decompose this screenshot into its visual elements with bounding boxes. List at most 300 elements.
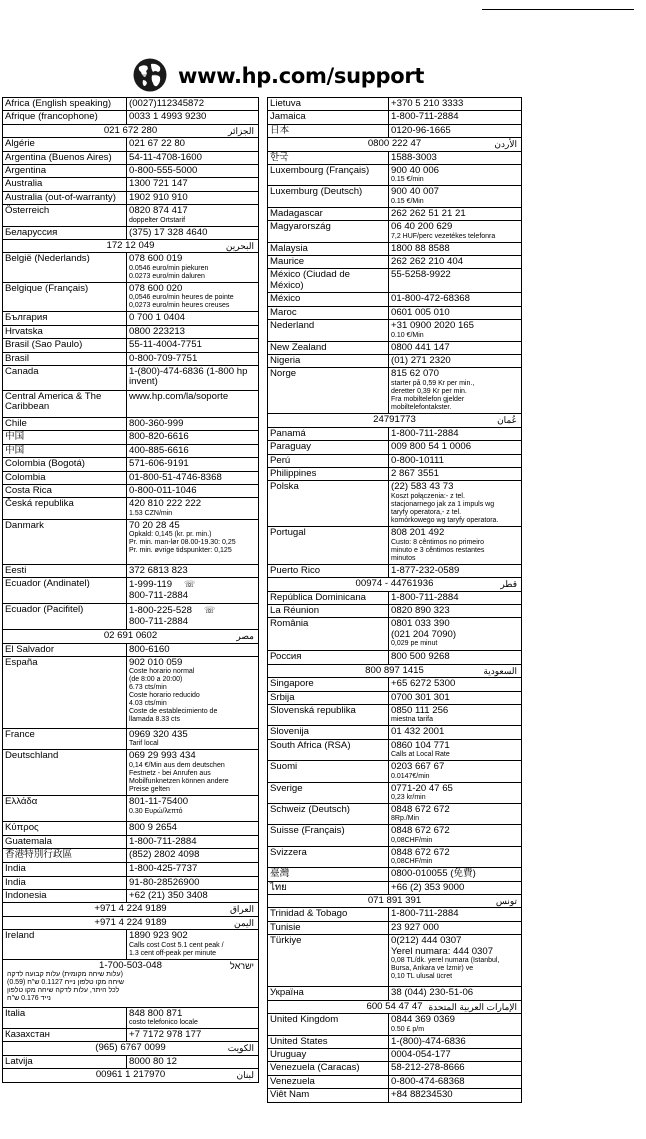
country-cell	[268, 761, 389, 782]
country-cell	[268, 846, 389, 867]
table-row	[268, 124, 522, 137]
rate-note: Koszt połączenia:- z tel. stacjonarnego jak za 1 impuls wg taryfy operatora,- z tel. komórkowego wg taryfy operatora.	[391, 492, 499, 524]
regional-number-cell	[3, 240, 259, 253]
table-row	[3, 205, 259, 226]
country-name: Magyarország	[270, 221, 331, 233]
number-cell	[127, 498, 259, 519]
country-name: الأردن	[494, 139, 517, 150]
table-row	[268, 678, 522, 691]
number-cell	[389, 151, 522, 164]
country-name: Polska	[270, 481, 299, 493]
country-name: India	[5, 876, 26, 888]
country-name: Australia	[5, 178, 43, 190]
phone-number: 0848 672 672	[391, 825, 450, 837]
country-name: Lietuva	[270, 98, 301, 109]
phone-number: 800 897 1415	[365, 664, 424, 676]
number-cell	[127, 312, 259, 325]
number-cell	[389, 1048, 522, 1061]
rate-note: Opkald: 0,145 (kr. pr. min.) Pr. min. man-lør 08.00-19.30: 0,25 Pr. min. øvrige tidspunkter: 0,125	[129, 531, 236, 555]
country-cell	[268, 293, 389, 306]
country-cell	[268, 739, 389, 760]
country-name: Central America & The Caribbean	[5, 390, 102, 413]
number-cell	[389, 825, 522, 846]
phone-number: 23 927 000	[391, 921, 440, 933]
country-name: Ελλάδα	[5, 796, 38, 808]
number-cell	[389, 186, 522, 207]
country-cell	[268, 651, 389, 664]
phone-number: 54-11-4708-1600	[129, 151, 202, 163]
country-name: Chile	[5, 417, 27, 429]
table-row	[3, 151, 259, 164]
country-name: Uruguay	[270, 1048, 307, 1060]
phone-number: 0120-96-1665	[391, 124, 451, 136]
table-row	[268, 1035, 522, 1048]
table-row	[3, 849, 259, 863]
country-name: الجزائر	[228, 125, 254, 136]
table-row	[268, 782, 522, 803]
country-cell	[268, 908, 389, 921]
country-cell	[268, 165, 389, 186]
country-cell	[268, 678, 389, 691]
country-cell	[268, 618, 389, 651]
phone-number: 815 62 070	[391, 368, 440, 380]
country-name: México	[270, 293, 301, 305]
table-row	[3, 822, 259, 835]
country-name: Türkiye	[270, 935, 302, 947]
country-name: Eesti	[5, 564, 27, 576]
country-cell	[3, 390, 127, 417]
phone-number: 1-800-225-528 ☏	[129, 605, 216, 617]
regional-number-cell	[3, 1069, 259, 1082]
table-row	[268, 1062, 522, 1075]
rate-note: 1.53 CZN/min	[129, 509, 173, 517]
phone-number: +62 (21) 350 3408	[129, 890, 208, 901]
country-name: Luxembourg (Français)	[270, 165, 370, 177]
table-row	[268, 306, 522, 319]
phone-number: 1-800-711-2884	[391, 427, 459, 439]
table-row	[268, 651, 522, 664]
phone-number: 38 (044) 230-51-06	[391, 987, 474, 999]
table-row	[3, 656, 259, 728]
country-cell	[3, 656, 127, 728]
number-cell	[127, 339, 259, 352]
rate-note: 0,0546 euro/min heures de pointe 0,0273 euro/min heures creuses	[129, 294, 234, 310]
country-name: الإمارات العربية المتحدة	[428, 1001, 517, 1012]
phone-number: 0601 005 010	[391, 306, 450, 318]
country-cell	[268, 467, 389, 480]
phone-number: 1-800-711-2884	[391, 591, 459, 603]
phone-number: 06 40 200 629	[391, 221, 453, 233]
number-cell	[127, 796, 259, 822]
phone-number: +370 5 210 3333	[391, 98, 464, 109]
phone-number: 00961 1 217970	[95, 1069, 166, 1081]
country-cell	[268, 98, 389, 111]
country-cell	[3, 471, 127, 484]
table-row	[3, 471, 259, 484]
table-row	[3, 444, 259, 457]
country-cell	[268, 1035, 389, 1048]
number-cell	[127, 226, 259, 239]
country-cell	[3, 564, 127, 577]
table-row	[268, 908, 522, 921]
country-name: България	[5, 312, 48, 324]
phone-number: 0-800-555-5000	[129, 165, 198, 177]
country-name: Argentina (Buenos Aires)	[5, 151, 112, 163]
country-cell	[268, 256, 389, 269]
number-cell	[389, 564, 522, 577]
phone-number: 571-606-9191	[129, 458, 189, 470]
country-name: Hrvatska	[5, 325, 43, 337]
support-table-left	[2, 97, 259, 1083]
number-cell	[127, 849, 259, 863]
support-url[interactable]: www.hp.com/support	[178, 64, 425, 88]
table-row	[268, 618, 522, 651]
country-name: Brasil (Sao Paulo)	[5, 339, 83, 351]
country-cell	[3, 835, 127, 848]
table-row	[268, 527, 522, 564]
country-cell	[268, 1014, 389, 1035]
country-cell	[268, 306, 389, 319]
country-name: France	[5, 728, 35, 740]
phone-number: 0-800-011-1046	[129, 484, 197, 496]
table-row	[268, 564, 522, 577]
country-cell	[268, 881, 389, 894]
table-row	[268, 151, 522, 164]
table-row	[3, 312, 259, 325]
regional-number-cell	[3, 630, 259, 643]
phone-number: 071 891 391	[367, 895, 422, 907]
country-name: La Réunion	[270, 604, 320, 616]
country-name: 臺灣	[270, 868, 290, 880]
table-row	[268, 269, 522, 293]
regional-number-cell	[3, 1042, 259, 1055]
country-cell	[3, 849, 127, 863]
number-cell	[127, 890, 259, 903]
country-name: السعودية	[483, 665, 517, 676]
phone-number: 600 54 47 47	[366, 1000, 423, 1012]
country-cell	[3, 863, 127, 876]
country-cell	[3, 339, 127, 352]
phone-number: (965) 6767 0099	[95, 1042, 166, 1054]
country-cell	[3, 822, 127, 835]
country-name: Malaysia	[270, 242, 308, 254]
country-name: México (Ciudad de México)	[270, 269, 350, 291]
phone-number: 0(212) 444 0307	[391, 935, 462, 947]
table-row	[3, 728, 259, 749]
phone-number: 8000 80 12	[129, 1055, 178, 1067]
rate-note: 0.0546 euro/min piekuren 0.0273 euro/min daluren	[129, 264, 209, 280]
country-cell	[3, 138, 127, 151]
country-cell	[3, 417, 127, 430]
phone-number: 808 201 492	[391, 527, 445, 539]
country-cell	[3, 191, 127, 204]
number-cell	[389, 868, 522, 881]
top-rule	[482, 9, 634, 10]
table-row	[268, 354, 522, 367]
table-row	[3, 431, 259, 444]
country-name: Česká republika	[5, 498, 74, 510]
country-name: Suomi	[270, 761, 298, 773]
country-cell	[3, 365, 127, 390]
country-cell	[3, 728, 127, 749]
phone-number: 400-885-6616	[129, 444, 189, 456]
table-row	[3, 98, 259, 111]
phone-number: 0-800-10111	[391, 454, 444, 466]
phone-number: 1300 721 147	[129, 178, 188, 190]
country-name: ไทย	[270, 881, 287, 893]
number-cell	[127, 604, 259, 630]
country-cell	[268, 320, 389, 341]
rate-note: costo telefonico locale	[129, 1019, 198, 1027]
number-cell	[127, 98, 259, 111]
number-cell	[389, 293, 522, 306]
number-cell	[127, 863, 259, 876]
rate-note: 8Rp./Min	[391, 815, 420, 823]
number-cell	[389, 221, 522, 242]
country-name: Guatemala	[5, 835, 52, 847]
table-row	[268, 256, 522, 269]
number-cell	[127, 835, 259, 848]
country-name: Singapore	[270, 678, 314, 690]
number-cell	[127, 325, 259, 338]
country-name: Jamaica	[270, 111, 306, 123]
country-name: Беларуссия	[5, 226, 58, 238]
country-cell	[268, 921, 389, 934]
rate-note: Tarif local	[129, 740, 159, 748]
phone-number: 0844 369 0369	[391, 1014, 456, 1026]
table-row	[3, 191, 259, 204]
phone-number: (852) 2802 4098	[129, 849, 200, 861]
country-cell	[3, 519, 127, 564]
phone-number: 0850 111 256	[391, 705, 449, 716]
phone-number: 55-11-4004-7751	[129, 339, 202, 351]
table-row	[3, 519, 259, 564]
number-cell	[389, 320, 522, 341]
table-row	[3, 750, 259, 796]
table-row	[3, 124, 259, 137]
country-cell	[3, 98, 127, 111]
phone-number: www.hp.com/la/soporte	[129, 390, 229, 402]
number-cell	[389, 691, 522, 704]
phone-number-alt: 800-711-2884	[129, 589, 189, 601]
table-row	[268, 726, 522, 739]
number-cell	[389, 908, 522, 921]
table-row	[3, 916, 259, 929]
table-row	[268, 467, 522, 480]
country-name: South Africa (RSA)	[270, 739, 351, 751]
number-cell	[127, 253, 259, 282]
number-cell	[389, 165, 522, 186]
phone-number: 1890 923 902	[129, 930, 188, 942]
number-cell	[127, 444, 259, 457]
regional-number-cell	[268, 895, 522, 908]
country-cell	[3, 578, 127, 604]
country-name: Costa Rica	[5, 484, 52, 496]
number-cell	[127, 138, 259, 151]
number-cell	[389, 761, 522, 782]
country-name: Africa (English speaking)	[5, 98, 112, 109]
table-row	[3, 930, 259, 959]
table-row	[268, 705, 522, 726]
table-row	[268, 165, 522, 186]
number-cell	[389, 651, 522, 664]
country-name: 中国	[5, 431, 25, 443]
table-row	[3, 863, 259, 876]
table-row	[268, 441, 522, 454]
country-name: Colombia (Bogotá)	[5, 458, 85, 470]
country-name: 香港特別行政區	[5, 849, 73, 861]
country-cell	[268, 242, 389, 255]
phone-number: 24791773	[373, 414, 416, 426]
country-cell	[268, 368, 389, 414]
table-row	[3, 178, 259, 191]
table-row	[3, 165, 259, 178]
regional-number-cell	[268, 414, 522, 427]
rate-note: 0,029 pe minut	[391, 640, 438, 648]
country-name: الكويت	[227, 1043, 254, 1054]
country-cell	[3, 178, 127, 191]
phone-number: 1-877-232-0589	[391, 564, 460, 576]
country-name: Perú	[270, 454, 291, 466]
country-cell	[3, 484, 127, 497]
number-cell	[389, 678, 522, 691]
number-cell	[389, 269, 522, 293]
phone-number: 0860 104 771	[391, 739, 450, 751]
number-cell	[389, 427, 522, 440]
phone-number: 0-800-474-68368	[391, 1075, 465, 1087]
number-cell	[389, 591, 522, 604]
table-row	[268, 664, 522, 677]
table-row	[268, 868, 522, 881]
phone-number: 0848 672 672	[391, 804, 450, 816]
country-name: Colombia	[5, 471, 46, 483]
number-cell	[127, 205, 259, 226]
table-row	[3, 796, 259, 822]
phone-number: +84 88234530	[391, 1089, 453, 1101]
phone-icon: ☏	[203, 605, 216, 616]
phone-number: 078 600 019	[129, 253, 183, 265]
rate-note: 0.10 €/Min	[391, 331, 424, 339]
number-cell	[389, 604, 522, 617]
rate-note: 0.0147€/min	[391, 772, 430, 780]
table-row	[268, 578, 522, 591]
table-row	[268, 111, 522, 124]
number-cell	[127, 750, 259, 796]
number-cell	[127, 728, 259, 749]
country-name: Κύπρος	[5, 822, 39, 834]
country-name: Казахстан	[5, 1029, 50, 1041]
rate-note: 0.15 €/Min	[391, 197, 424, 205]
table-row	[268, 691, 522, 704]
phone-number: 902 010 059	[129, 656, 183, 668]
country-cell	[268, 151, 389, 164]
table-row	[268, 138, 522, 151]
table-row	[268, 761, 522, 782]
rate-note: 7,2 HUF/perc vezetékes telefonra	[391, 232, 496, 240]
number-cell	[389, 921, 522, 934]
phone-number: 1588-3003	[391, 151, 437, 163]
table-row	[3, 1055, 259, 1068]
phone-number: 800-6160	[129, 643, 170, 655]
table-row	[3, 458, 259, 471]
phone-number: 70 20 28 45	[129, 519, 180, 531]
phone-number: +66 (2) 353 9000	[391, 881, 465, 893]
table-row	[268, 293, 522, 306]
table-row	[268, 207, 522, 220]
table-row	[268, 454, 522, 467]
country-name: Australia (out-of-warranty)	[5, 191, 116, 203]
country-name: Afrique (francophone)	[5, 111, 98, 123]
country-name: Danmark	[5, 519, 44, 531]
table-row	[3, 630, 259, 643]
country-cell	[3, 352, 127, 365]
country-name: Tunisie	[270, 921, 301, 933]
phone-number: 0033 1 4993 9230	[129, 111, 207, 123]
table-row	[268, 804, 522, 825]
rate-note: Custo: 8 cêntimos no primeiro minuto e 3 cêntimos restantes minutos	[391, 538, 485, 562]
phone-number: 0800 441 147	[391, 341, 450, 353]
number-cell	[127, 282, 259, 311]
country-cell	[3, 282, 127, 311]
country-name: España	[5, 656, 38, 668]
number-cell	[127, 930, 259, 959]
country-name: لبنان	[236, 1070, 254, 1081]
table-row	[3, 604, 259, 630]
phone-number-alt: (021 204 7090)	[391, 628, 457, 640]
country-cell	[3, 1007, 127, 1028]
country-name: România	[270, 618, 309, 630]
phone-number: 0820 874 417	[129, 205, 188, 217]
number-cell	[127, 471, 259, 484]
country-name: United Kingdom	[270, 1014, 339, 1026]
country-name: Nederland	[270, 320, 315, 332]
phone-number: 372 6813 823	[129, 564, 188, 576]
number-cell	[127, 165, 259, 178]
table-row	[268, 98, 522, 111]
phone-number: 420 810 222 222	[129, 498, 202, 510]
country-name: India	[5, 863, 26, 875]
country-name: België (Nederlands)	[5, 253, 90, 265]
number-cell	[389, 1035, 522, 1048]
phone-number: 1-(800)-474-6836	[391, 1035, 466, 1047]
country-name: Maroc	[270, 306, 297, 318]
number-cell	[127, 484, 259, 497]
country-name: عُمان	[497, 415, 517, 426]
country-name: Brasil	[5, 352, 29, 364]
table-row	[268, 895, 522, 908]
phone-number: 01 432 2001	[391, 726, 445, 738]
table-row	[3, 484, 259, 497]
phone-number: 01-800-472-68368	[391, 293, 470, 305]
country-name: United States	[270, 1035, 328, 1047]
rate-note: 0,08CHF/min	[391, 836, 433, 844]
phone-number: 800-360-999	[129, 417, 184, 429]
country-name: Україна	[270, 987, 304, 999]
phone-number-alt: 800-711-2884	[129, 615, 189, 627]
rate-note: 0.15 €/min	[391, 176, 424, 184]
country-cell	[268, 111, 389, 124]
number-cell	[127, 578, 259, 604]
rate-note: 0.30 Ευρώ/λεπτό	[129, 807, 183, 815]
country-cell	[3, 876, 127, 889]
table-row	[3, 240, 259, 253]
country-cell	[268, 207, 389, 220]
regional-number-cell	[268, 664, 522, 677]
number-cell	[389, 481, 522, 527]
phone-number: 1-800-711-2884	[391, 908, 459, 920]
regional-number-cell	[268, 1000, 522, 1013]
phone-number: 801-11-75400	[129, 796, 189, 808]
